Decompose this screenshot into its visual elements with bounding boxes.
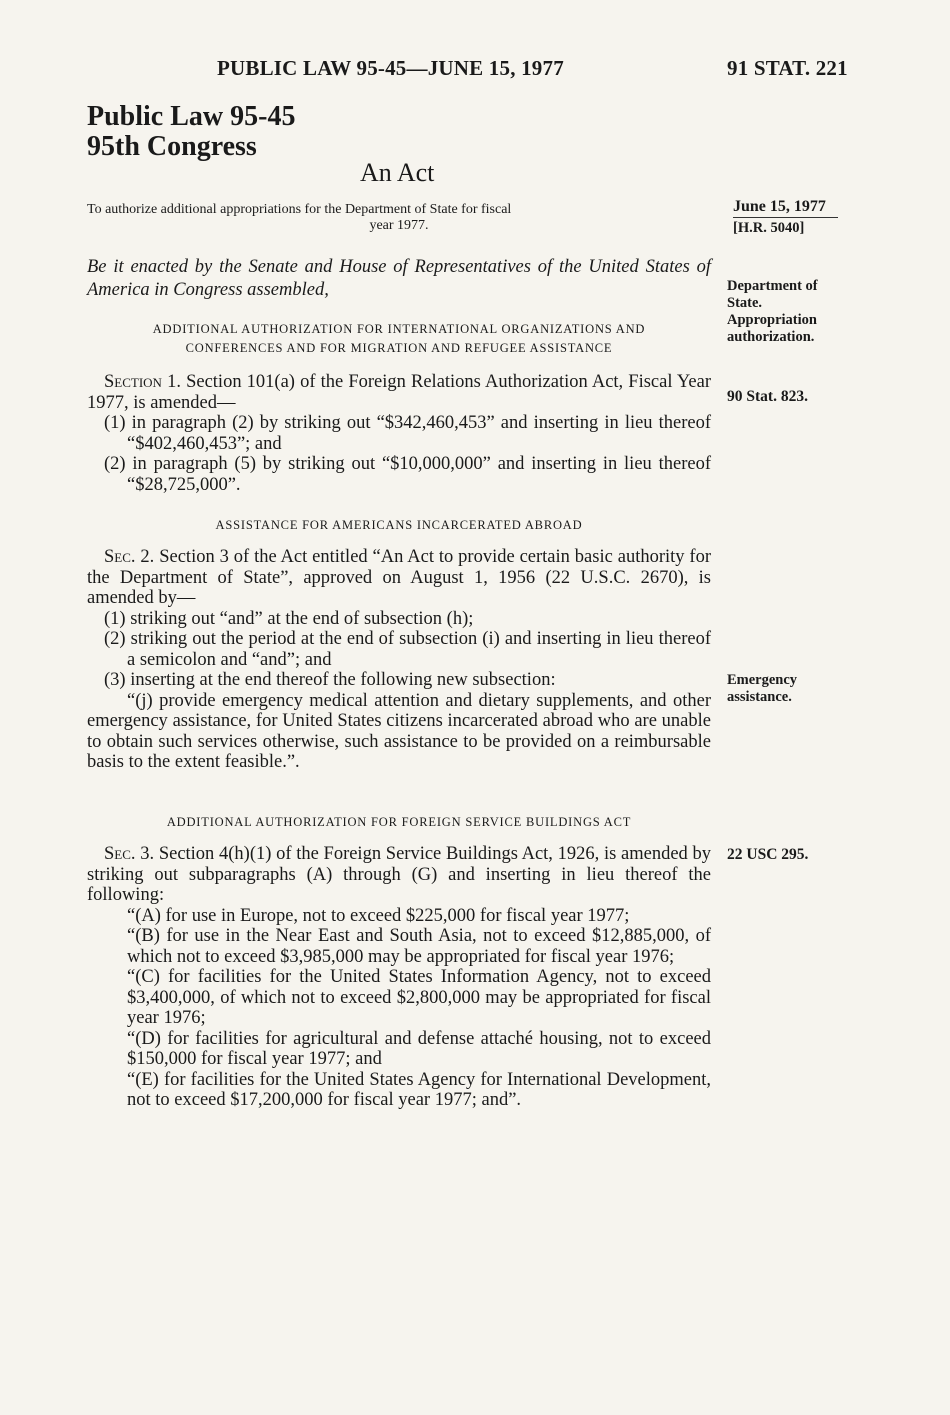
section-3-subparagraph: “(D) for facilities for agricultural and defense attaché housing, not to exceed $150,000 for fiscal year 1977; and [127, 1028, 711, 1069]
section-1-item: (2) in paragraph (5) by striking out “$10,000,000” and inserting in lieu thereof “$28,725,000”. [104, 454, 711, 495]
section-3-subparagraph: “(B) for use in the Near East and South Asia, not to exceed $12,885,000, of which not to exceed $3,985,000 may be appropriated for fiscal year 1976; [127, 926, 711, 967]
margin-note-stat-citation: 90 Stat. 823. [727, 388, 808, 405]
purpose-line-1: To authorize additional appropriations for the Department of State for fiscal [87, 202, 512, 217]
margin-note-emergency [727, 672, 797, 706]
act-purpose [87, 202, 711, 234]
margin-note-line: State. [727, 295, 763, 311]
section-2-item: (1) striking out “and” at the end of subsection (h); [104, 608, 474, 629]
section-1-caption-line-2: CONFERENCES AND FOR MIGRATION AND REFUGEE ASSISTANCE [185, 341, 613, 355]
section-2-caption: ASSISTANCE FOR AMERICANS INCARCERATED ABROAD [215, 518, 583, 532]
margin-note-department [727, 278, 818, 346]
section-2-item: (2) striking out the period at the end of subsection (i) and inserting in lieu thereof a semicolon and “and”; and [104, 629, 711, 670]
section-1-caption-line-1: ADDITIONAL AUTHORIZATION FOR INTERNATIONAL ORGANIZATIONS AND [152, 322, 646, 336]
act-heading: An Act [360, 158, 435, 187]
section-3-subparagraph: “(A) for use in Europe, not to exceed $225,000 for fiscal year 1977; [127, 905, 630, 926]
section-3-caption: ADDITIONAL AUTHORIZATION FOR FOREIGN SERVICE BUILDINGS ACT [166, 815, 632, 829]
section-2 [87, 547, 711, 773]
section-1 [87, 372, 711, 495]
section-2-lead-paragraph [87, 547, 711, 609]
section-2-number: Sec. 2. [104, 547, 155, 567]
section-1-number: Section 1. [104, 372, 181, 392]
section-2-new-subsection: “(j) provide emergency medical attention and dietary supplements, and other emergency assistance, for United States citizens incarcerated abroad who are unable to obtain such services otherwise, such assistance to be provided on a reimbursable basis to the extent feasible.”. [87, 690, 711, 772]
margin-note-line: Appropriation [727, 312, 817, 328]
section-1-lead-paragraph [87, 372, 711, 413]
section-3-text: Section 4(h)(1) of the Foreign Service Buildings Act, 1926, is amended by striking out subparagraphs (A) through (G) and inserting in lieu thereof the following: [87, 844, 711, 905]
margin-note-line: Department of [727, 278, 818, 294]
section-2-text: Section 3 of the Act entitled “An Act to provide certain basic authority for the Department of State”, approved on August 1, 1956 (22 U.S.C. 2670), is amended by— [87, 547, 711, 608]
page-number-stat: 91 STAT. 221 [727, 56, 848, 80]
section-2-item: (3) inserting at the end thereof the following new subsection: [104, 670, 556, 690]
congress-title: 95th Congress [87, 131, 257, 162]
section-1-item: (1) in paragraph (2) by striking out “$342,460,453” and inserting in lieu thereof “$402,460,453”; and [104, 413, 711, 454]
section-3-subparagraph: “(C) for facilities for the United States Information Agency, not to exceed $3,400,000, of which not to exceed $2,800,000 may be appropriated for fiscal year 1976; [127, 967, 711, 1028]
margin-note-line: assistance. [727, 689, 792, 705]
margin-note-line: authorization. [727, 329, 815, 345]
running-header-left: PUBLIC LAW 95-45—JUNE 15, 1977 [217, 56, 564, 80]
section-3-number: Sec. 3. [104, 844, 155, 864]
section-3-lead-paragraph [87, 844, 711, 906]
section-3-subparagraph: “(E) for facilities for the United States Agency for International Development, not to exceed $17,200,000 for fiscal year 1977; and”. [127, 1069, 711, 1110]
purpose-line-2: year 1977. [369, 218, 429, 233]
enactment-date-note [733, 196, 838, 239]
margin-note-line: Emergency [727, 672, 798, 688]
section-1-text: Section 101(a) of the Foreign Relations Authorization Act, Fiscal Year 1977, is amended— [87, 372, 712, 413]
margin-note-usc-citation: 22 USC 295. [727, 846, 809, 863]
enacting-clause: Be it enacted by the Senate and House of Representatives of the United States of America in Congress assembled, [87, 257, 711, 300]
section-1-caption [87, 320, 711, 358]
bill-number: [H.R. 5040] [733, 220, 805, 236]
section-3 [87, 844, 711, 1111]
enactment-date: June 15, 1977 [733, 196, 838, 218]
public-law-title: Public Law 95-45 [87, 101, 296, 132]
